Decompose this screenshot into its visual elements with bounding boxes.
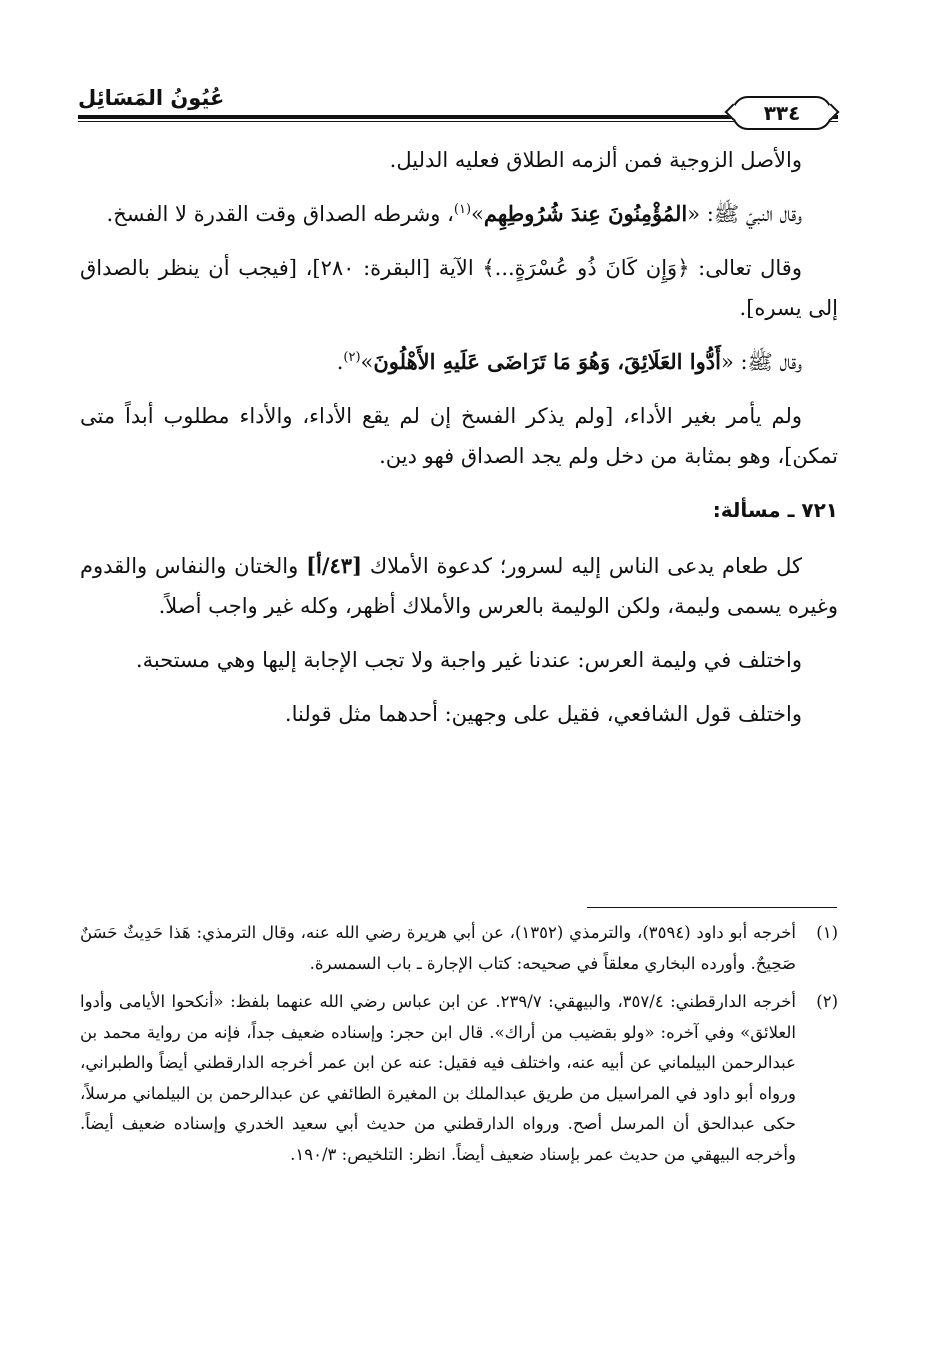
footnote-text: أخرجه أبو داود (٣٥٩٤)، والترمذي (١٣٥٢)، عن أبي هريرة رضي الله عنه، وقال الترمذي: هَذا حَدِيثٌ حَسَنٌ صَحِيحٌ. وأورده البخاري معلقاً في صحيحه: كتاب الإجارة ـ باب السمسرة. (80, 923, 796, 973)
section-heading: ٧٢١ ـ مسألة: (712, 498, 838, 522)
text-segment: وقال النبيّ ﷺ: « (687, 202, 802, 226)
footnote-separator (587, 907, 837, 908)
text-segment: والختان والنفاس والقدوم وغيره يسمى وليمة، ولكن الوليمة بالعرس والأملاك أظهر، وكله غير واجب أصلاً. (80, 554, 838, 618)
footnotes (80, 918, 838, 1178)
text-segment: كل طعام يدعى الناس إليه لسرور؛ كدعوة الأملاك (362, 554, 802, 578)
hadith-quote: المُؤْمِنُونَ عِندَ شُرُوطِهِم (483, 201, 688, 226)
paragraph-text: والأصل الزوجية فمن ألزمه الطلاق فعليه الدليل. (389, 148, 802, 172)
paragraph (80, 194, 838, 234)
paragraph-text: واختلف قول الشافعي، فقيل على وجهين: أحدهما مثل قولنا. (284, 702, 802, 726)
paragraph (80, 342, 838, 382)
footnote-ref[interactable]: (١) (453, 202, 472, 217)
paragraph-text: وقال تعالى: ﴿وَإِن كَانَ ذُو عُسْرَةٍ...﴾ الآية [البقرة: ٢٨٠]، [فيجب أن ينظر بالصداق إلى يسره]. (80, 256, 838, 320)
page-header (78, 78, 838, 128)
text-segment: » (471, 202, 484, 226)
paragraph-text: واختلف في وليمة العرس: عندنا غير واجبة ولا تجب الإجابة إليها وهي مستحبة. (135, 648, 802, 672)
paragraph (80, 694, 838, 734)
manuscript-folio-ref: [٤٣/أ] (306, 553, 363, 578)
page-number: ٣٣٤ (763, 101, 801, 125)
footnote (80, 987, 838, 1170)
paragraph (80, 140, 838, 180)
hadith-quote: أَدُّوا العَلَائِقَ، وَهُوَ مَا تَرَاضَى عَلَيهِ الأَهْلُونَ (373, 349, 721, 374)
paragraph (80, 546, 838, 626)
paragraph (80, 396, 838, 476)
header-rule (78, 115, 838, 119)
main-text (80, 140, 838, 748)
text-segment: وقال ﷺ: « (720, 350, 802, 374)
header-rule-thin (78, 121, 838, 122)
text-segment: » (360, 350, 374, 374)
footnote-ref[interactable]: (٢) (343, 350, 361, 365)
text-segment: . (336, 350, 344, 374)
book-title: عُيُونُ المَسَائِل (78, 86, 225, 110)
paragraph (80, 640, 838, 680)
page-number-frame (732, 96, 832, 130)
footnote (80, 918, 838, 979)
text-segment: ، وشرطه الصداق وقت القدرة لا الفسخ. (106, 202, 454, 226)
footnote-number: (١) (816, 923, 838, 942)
paragraph-text: ولم يأمر بغير الأداء، [ولم يذكر الفسخ إن لم يقع الأداء، والأداء مطلوب أبداً متى تمكن]، وهو بمثابة من دخل ولم يجد الصداق فهو دين. (80, 404, 838, 468)
footnote-number: (٢) (816, 992, 838, 1011)
footnote-text: أخرجه الدارقطني: ٣٥٧/٤، والبيهقي: ٢٣٩/٧. عن ابن عباس رضي الله عنهما بلفظ: «أنكحوا الأيامى وأدوا العلائق» وفي آخره: «ولو بقضيب من أراك». قال ابن حجر: وإسناده ضعيف جداً، فإنه من رواية محمد بن عبدالرحمن البيلماني عن أبيه عنه، واختلف فيه فقيل: عنه عن ابن عمر أخرجه الدارقطني أيضاً والطبراني، ورواه أبو داود في المراسيل من طريق عبدالملك بن المغيرة الطائفي عن عبدالرحمن بن البيلماني مرسلاً، حكى عبدالحق أن المرسل أصح. ورواه الدارقطني من حديث أبي سعيد الخدري وإسناده ضعيف أيضاً. وأخرجه البيهقي من حديث عمر بإسناد ضعيف أيضاً. انظر: التلخيص: ١٩٠/٣. (80, 992, 797, 1164)
paragraph (80, 248, 838, 328)
